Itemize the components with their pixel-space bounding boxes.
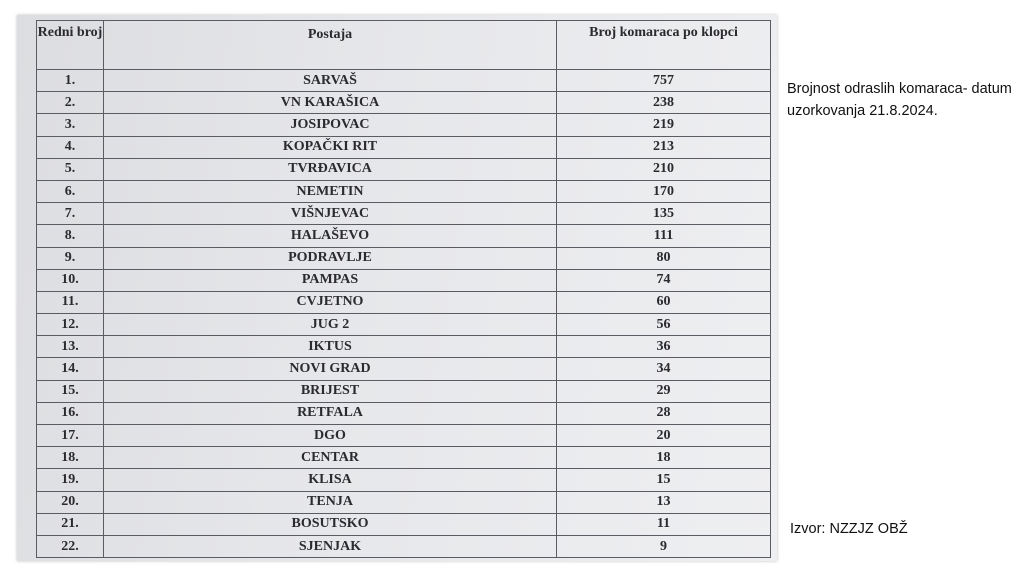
table-row <box>37 491 771 513</box>
mosquito-count: 60 <box>557 291 771 313</box>
header-postaja: Postaja <box>104 21 557 70</box>
table-row <box>37 203 771 225</box>
table-row <box>37 447 771 469</box>
header-broj-komaraca: Broj komaraca po klopci <box>557 21 771 70</box>
row-number: 22. <box>37 535 104 557</box>
row-number: 15. <box>37 380 104 402</box>
table-row <box>37 314 771 336</box>
row-number: 8. <box>37 225 104 247</box>
mosquito-count: 18 <box>557 447 771 469</box>
station-name: RETFALA <box>104 402 557 424</box>
table-row <box>37 425 771 447</box>
row-number: 6. <box>37 180 104 202</box>
row-number: 9. <box>37 247 104 269</box>
table-header-row <box>37 21 771 70</box>
station-name: BRIJEST <box>104 380 557 402</box>
station-name: HALAŠEVO <box>104 225 557 247</box>
station-name: DGO <box>104 425 557 447</box>
row-number: 13. <box>37 336 104 358</box>
mosquito-count: 135 <box>557 203 771 225</box>
table-row <box>37 513 771 535</box>
station-name: PAMPAS <box>104 269 557 291</box>
station-name: JOSIPOVAC <box>104 114 557 136</box>
station-name: KLISA <box>104 469 557 491</box>
mosquito-count: 34 <box>557 358 771 380</box>
table-row <box>37 180 771 202</box>
station-name: CENTAR <box>104 447 557 469</box>
row-number: 5. <box>37 158 104 180</box>
table-row <box>37 136 771 158</box>
table-row <box>37 358 771 380</box>
table-row <box>37 92 771 114</box>
mosquito-count: 80 <box>557 247 771 269</box>
table-body <box>37 70 771 558</box>
mosquito-count: 11 <box>557 513 771 535</box>
mosquito-count: 28 <box>557 402 771 424</box>
station-name: BOSUTSKO <box>104 513 557 535</box>
table-row <box>37 535 771 557</box>
mosquito-count: 213 <box>557 136 771 158</box>
station-name: NEMETIN <box>104 180 557 202</box>
mosquito-count: 56 <box>557 314 771 336</box>
mosquito-count: 9 <box>557 535 771 557</box>
mosquito-count: 36 <box>557 336 771 358</box>
source-note: Izvor: NZZJZ OBŽ <box>790 521 908 537</box>
mosquito-count: 15 <box>557 469 771 491</box>
station-name: KOPAČKI RIT <box>104 136 557 158</box>
station-name: CVJETNO <box>104 291 557 313</box>
station-name: PODRAVLJE <box>104 247 557 269</box>
row-number: 12. <box>37 314 104 336</box>
station-name: TVRĐAVICA <box>104 158 557 180</box>
row-number: 17. <box>37 425 104 447</box>
row-number: 11. <box>37 291 104 313</box>
mosquito-count: 210 <box>557 158 771 180</box>
table-row <box>37 247 771 269</box>
row-number: 16. <box>37 402 104 424</box>
table-row <box>37 158 771 180</box>
station-name: VIŠNJEVAC <box>104 203 557 225</box>
mosquito-count: 238 <box>557 92 771 114</box>
station-name: TENJA <box>104 491 557 513</box>
station-name: SJENJAK <box>104 535 557 557</box>
row-number: 14. <box>37 358 104 380</box>
mosquito-count: 219 <box>557 114 771 136</box>
table-row <box>37 380 771 402</box>
row-number: 2. <box>37 92 104 114</box>
row-number: 21. <box>37 513 104 535</box>
chart-caption: Brojnost odraslih komaraca- datum uzorkovanja 21.8.2024. <box>787 81 1012 119</box>
station-name: JUG 2 <box>104 314 557 336</box>
table-row <box>37 269 771 291</box>
station-name: VN KARAŠICA <box>104 92 557 114</box>
mosquito-count-table <box>36 20 771 558</box>
mosquito-count: 111 <box>557 225 771 247</box>
table-row <box>37 336 771 358</box>
table-row <box>37 291 771 313</box>
header-redni-broj: Redni broj <box>37 21 104 70</box>
row-number: 19. <box>37 469 104 491</box>
table-photo <box>17 15 777 561</box>
table-row <box>37 225 771 247</box>
row-number: 7. <box>37 203 104 225</box>
row-number: 4. <box>37 136 104 158</box>
mosquito-count: 29 <box>557 380 771 402</box>
table-row <box>37 402 771 424</box>
mosquito-count: 20 <box>557 425 771 447</box>
row-number: 1. <box>37 70 104 92</box>
mosquito-count: 170 <box>557 180 771 202</box>
row-number: 18. <box>37 447 104 469</box>
row-number: 10. <box>37 269 104 291</box>
table-row <box>37 469 771 491</box>
table-row <box>37 70 771 92</box>
row-number: 3. <box>37 114 104 136</box>
mosquito-count: 13 <box>557 491 771 513</box>
station-name: IKTUS <box>104 336 557 358</box>
mosquito-count: 74 <box>557 269 771 291</box>
table-row <box>37 114 771 136</box>
row-number: 20. <box>37 491 104 513</box>
station-name: NOVI GRAD <box>104 358 557 380</box>
mosquito-count: 757 <box>557 70 771 92</box>
station-name: SARVAŠ <box>104 70 557 92</box>
